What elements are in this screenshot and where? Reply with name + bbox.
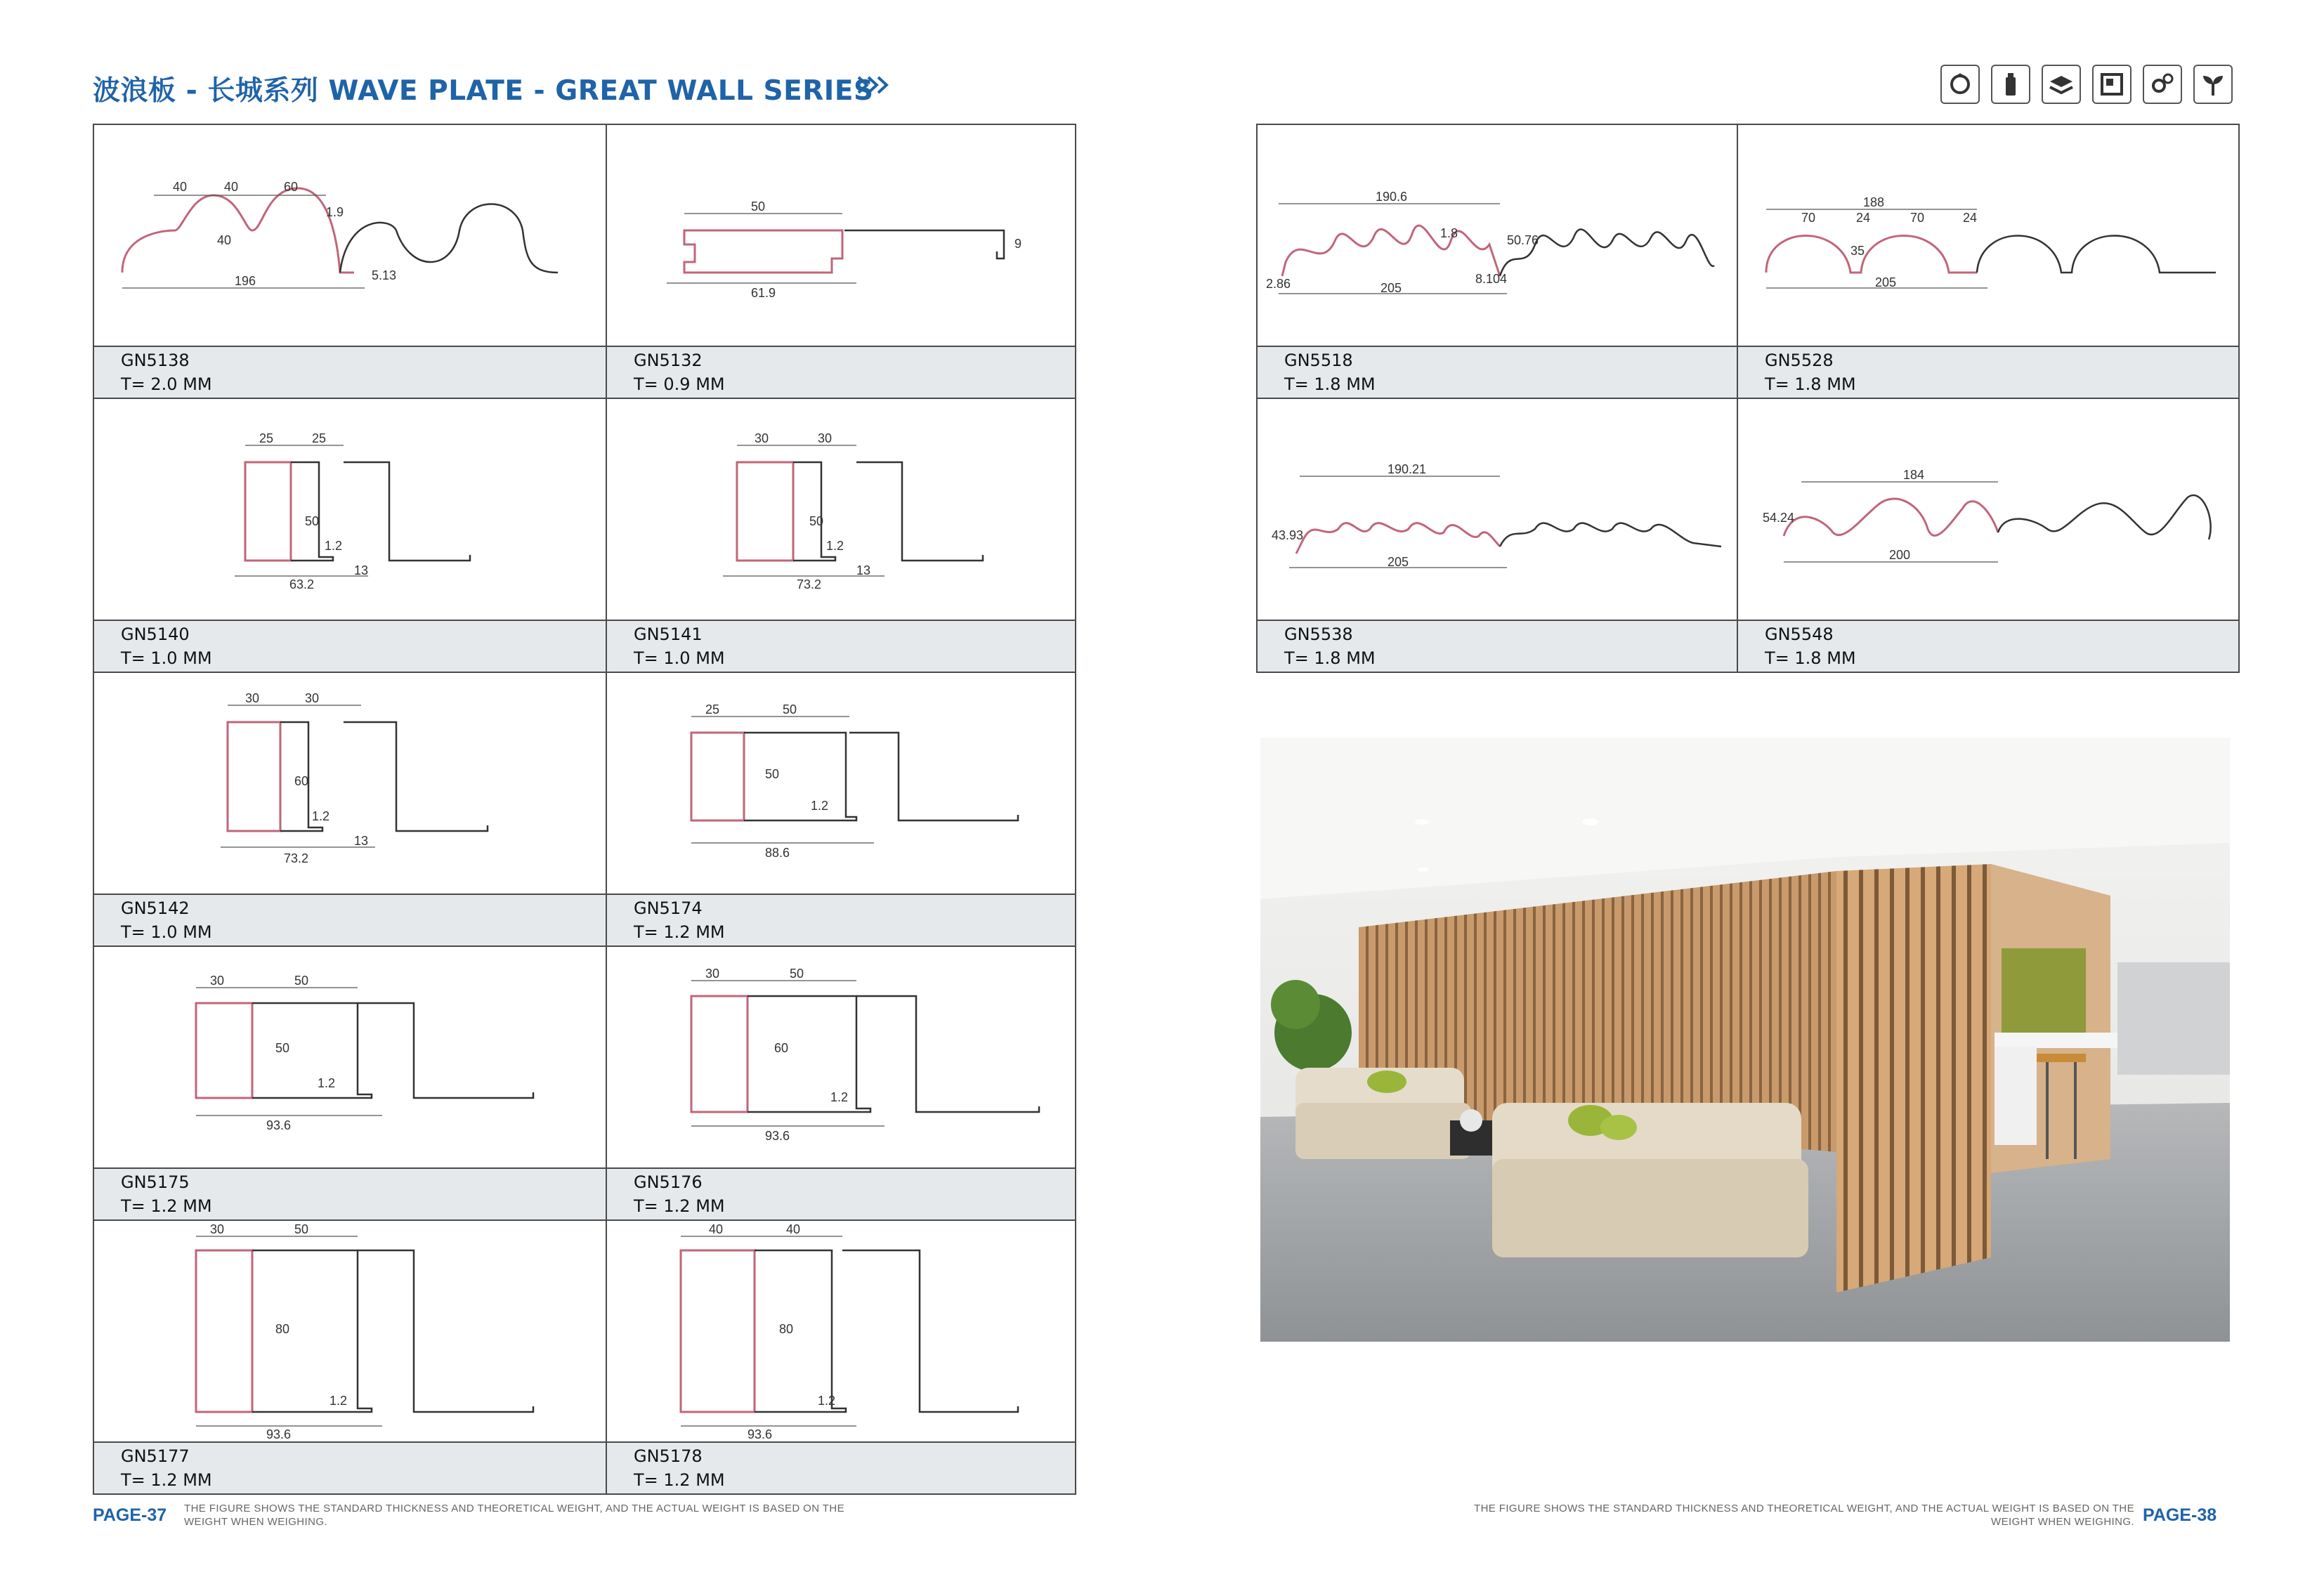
dim-label: 73.2 <box>284 851 309 865</box>
product-thickness: T= 1.8 MM <box>1284 374 1376 394</box>
dim-label: 184 <box>1903 468 1925 482</box>
product-card <box>93 1219 607 1495</box>
product-label <box>1738 620 2238 672</box>
product-code: GN5548 <box>1765 624 1834 644</box>
dim-label: 88.6 <box>765 846 790 860</box>
dim-label: 80 <box>779 1322 794 1336</box>
dim-label: 196 <box>235 274 256 288</box>
profile-drawing <box>607 399 1075 622</box>
footer-note-line: WEIGHT WHEN WEIGHING. <box>184 1516 327 1528</box>
product-card <box>606 124 1076 399</box>
profile-drawing <box>94 947 606 1170</box>
dim-label: 200 <box>1889 548 1911 562</box>
page-number-right: PAGE-38 <box>2143 1505 2217 1525</box>
product-label <box>1258 346 1737 398</box>
product-thickness: T= 1.2 MM <box>634 1470 725 1490</box>
product-card <box>93 672 607 947</box>
dim-label: 1.2 <box>811 799 829 813</box>
dim-label: 188 <box>1863 195 1885 209</box>
product-thickness: T= 1.2 MM <box>121 1470 212 1490</box>
dim-label: 205 <box>1388 555 1409 569</box>
footer-note-line: THE FIGURE SHOWS THE STANDARD THICKNESS AND THEORETICAL WEIGHT, AND THE ACTUAL WEIGHT IS BASED ON THE <box>184 1503 844 1514</box>
dim-label: 1.2 <box>325 539 343 553</box>
product-code: GN5175 <box>121 1172 190 1192</box>
product-label <box>1738 346 2238 398</box>
dim-label: 60 <box>284 180 299 194</box>
product-thickness: T= 1.8 MM <box>1765 648 1856 668</box>
dim-label: 40 <box>173 180 188 194</box>
dim-label: 60 <box>774 1041 789 1055</box>
profile-drawing <box>94 125 606 348</box>
dim-label: 73.2 <box>797 577 822 591</box>
dim-label: 40 <box>217 233 232 247</box>
product-code: GN5141 <box>634 624 703 644</box>
footer-note-right <box>1384 1502 2134 1529</box>
product-code: GN5176 <box>634 1172 703 1192</box>
dim-label: 93.6 <box>266 1427 292 1441</box>
dim-label: 93.6 <box>765 1129 790 1143</box>
profile-drawing <box>94 673 606 896</box>
product-code: GN5177 <box>121 1446 190 1466</box>
product-code: GN5138 <box>121 351 190 370</box>
dim-label: 24 <box>1963 211 1978 225</box>
dim-label: 35 <box>1850 244 1865 258</box>
product-card <box>606 672 1076 947</box>
product-card <box>1737 124 2240 399</box>
product-label <box>94 346 606 398</box>
product-code: GN5528 <box>1765 351 1834 370</box>
product-thickness: T= 1.2 MM <box>121 1196 212 1216</box>
dim-label: 30 <box>210 974 225 988</box>
dim-label: 2.86 <box>1266 277 1291 291</box>
dim-label: 205 <box>1380 281 1402 295</box>
profile-drawing <box>607 125 1075 348</box>
double-chevron-icon <box>856 73 895 97</box>
product-label <box>607 620 1075 672</box>
dim-label: 5.13 <box>372 268 397 282</box>
profile-drawing <box>1738 125 2238 348</box>
profile-drawing <box>1258 399 1737 622</box>
feature-icon-row <box>1940 65 2233 104</box>
dim-label: 61.9 <box>751 286 776 300</box>
product-label <box>607 894 1075 945</box>
dim-label: 50 <box>765 767 780 781</box>
product-thickness: T= 1.0 MM <box>634 648 725 668</box>
page-title: 波浪板 - 长城系列 WAVE PLATE - GREAT WALL SERIES <box>93 75 874 107</box>
product-label <box>94 894 606 945</box>
dim-label: 50 <box>294 1222 309 1236</box>
dim-label: 30 <box>305 691 320 705</box>
product-thickness: T= 1.2 MM <box>634 922 725 942</box>
dim-label: 70 <box>1910 211 1925 225</box>
dim-label: 1.2 <box>329 1394 348 1408</box>
product-code: GN5142 <box>121 898 190 918</box>
dim-label: 70 <box>1801 211 1816 225</box>
dim-label: 54.24 <box>1763 511 1795 525</box>
dim-label: 60 <box>294 774 309 788</box>
product-card <box>606 1219 1076 1495</box>
dim-label: 50 <box>751 199 766 214</box>
product-card <box>93 124 607 399</box>
dim-label: 40 <box>709 1222 724 1236</box>
product-card <box>606 398 1076 673</box>
product-thickness: T= 1.0 MM <box>121 922 212 942</box>
footer-note-line: WEIGHT WHEN WEIGHING. <box>1991 1516 2134 1528</box>
dim-label: 50 <box>294 974 309 988</box>
footer-note-left <box>184 1502 957 1529</box>
layers-icon <box>2042 65 2081 104</box>
product-card <box>606 945 1076 1221</box>
dim-label: 63.2 <box>289 577 315 591</box>
profile-drawing <box>94 1221 606 1444</box>
product-thickness: T= 0.9 MM <box>634 374 725 394</box>
dim-label: 25 <box>312 431 327 445</box>
dim-label: 93.6 <box>748 1427 773 1441</box>
dim-label: 30 <box>705 967 720 981</box>
dim-label: 1.2 <box>830 1090 849 1104</box>
dim-label: 40 <box>786 1222 801 1236</box>
product-label <box>94 1167 606 1219</box>
dim-label: 43.93 <box>1272 528 1304 542</box>
product-code: GN5132 <box>634 351 703 370</box>
dim-label: 50.76 <box>1507 233 1539 247</box>
product-code: GN5174 <box>634 898 703 918</box>
dim-label: 13 <box>354 563 369 577</box>
product-label <box>94 620 606 672</box>
profile-drawing <box>607 1221 1075 1444</box>
dim-label: 190.21 <box>1388 462 1427 476</box>
profile-drawing <box>607 673 1075 896</box>
product-label <box>607 1167 1075 1219</box>
product-card <box>1256 124 1738 399</box>
dim-label: 50 <box>305 514 320 528</box>
puzzle-icon <box>2092 65 2132 104</box>
dim-label: 1.2 <box>318 1076 336 1090</box>
interior-scene-illustration <box>1260 738 2230 1342</box>
dim-label: 30 <box>755 431 769 445</box>
dim-label: 80 <box>275 1322 290 1336</box>
dim-label: 1.2 <box>826 539 844 553</box>
dim-label: 24 <box>1856 211 1871 225</box>
profile-drawing <box>607 947 1075 1170</box>
dim-label: 30 <box>245 691 260 705</box>
dim-label: 50 <box>783 702 797 716</box>
product-code: GN5538 <box>1284 624 1353 644</box>
dim-label: 1.2 <box>818 1394 836 1408</box>
dim-label: 50 <box>790 967 804 981</box>
product-thickness: T= 1.0 MM <box>121 648 212 668</box>
product-thickness: T= 1.8 MM <box>1765 374 1856 394</box>
product-thickness: T= 1.2 MM <box>634 1196 725 1216</box>
dim-label: 25 <box>259 431 274 445</box>
sprout-icon <box>2193 65 2233 104</box>
dim-label: 8.104 <box>1475 272 1508 286</box>
product-code: GN5178 <box>634 1446 703 1466</box>
profile-drawing <box>1738 399 2238 622</box>
product-label <box>94 1441 606 1493</box>
dim-label: 1.8 <box>1440 226 1458 240</box>
interior-photo <box>1260 738 2230 1342</box>
dim-label: 9 <box>1014 237 1022 251</box>
dim-label: 25 <box>705 702 720 716</box>
product-label <box>1258 620 1737 672</box>
product-card <box>93 398 607 673</box>
dim-label: 1.9 <box>326 205 344 219</box>
product-card <box>1737 398 2240 673</box>
dim-label: 13 <box>354 834 369 848</box>
dim-label: 205 <box>1875 275 1897 289</box>
product-code: GN5140 <box>121 624 190 644</box>
product-thickness: T= 1.8 MM <box>1284 648 1376 668</box>
product-card <box>93 945 607 1221</box>
dim-label: 190.6 <box>1376 190 1408 204</box>
product-thickness: T= 2.0 MM <box>121 374 212 394</box>
recycle-icon <box>1940 65 1980 104</box>
dim-label: 50 <box>809 514 824 528</box>
product-card <box>1256 398 1738 673</box>
product-label <box>607 1441 1075 1493</box>
footer-note-line: THE FIGURE SHOWS THE STANDARD THICKNESS AND THEORETICAL WEIGHT, AND THE ACTUAL WEIGHT IS BASED ON THE <box>1474 1503 2134 1514</box>
dim-label: 93.6 <box>266 1118 292 1132</box>
dim-label: 1.2 <box>312 809 330 823</box>
dim-label: 50 <box>275 1041 290 1055</box>
dim-label: 30 <box>210 1222 225 1236</box>
dim-label: 30 <box>818 431 833 445</box>
product-code: GN5518 <box>1284 351 1353 370</box>
profile-drawing <box>94 399 606 622</box>
bottle-icon <box>1991 65 2030 104</box>
page-number-left: PAGE-37 <box>93 1505 167 1525</box>
dim-label: 13 <box>856 563 871 577</box>
gears-icon <box>2143 65 2182 104</box>
dim-label: 40 <box>224 180 239 194</box>
product-label <box>607 346 1075 398</box>
profile-drawing <box>1258 125 1737 348</box>
